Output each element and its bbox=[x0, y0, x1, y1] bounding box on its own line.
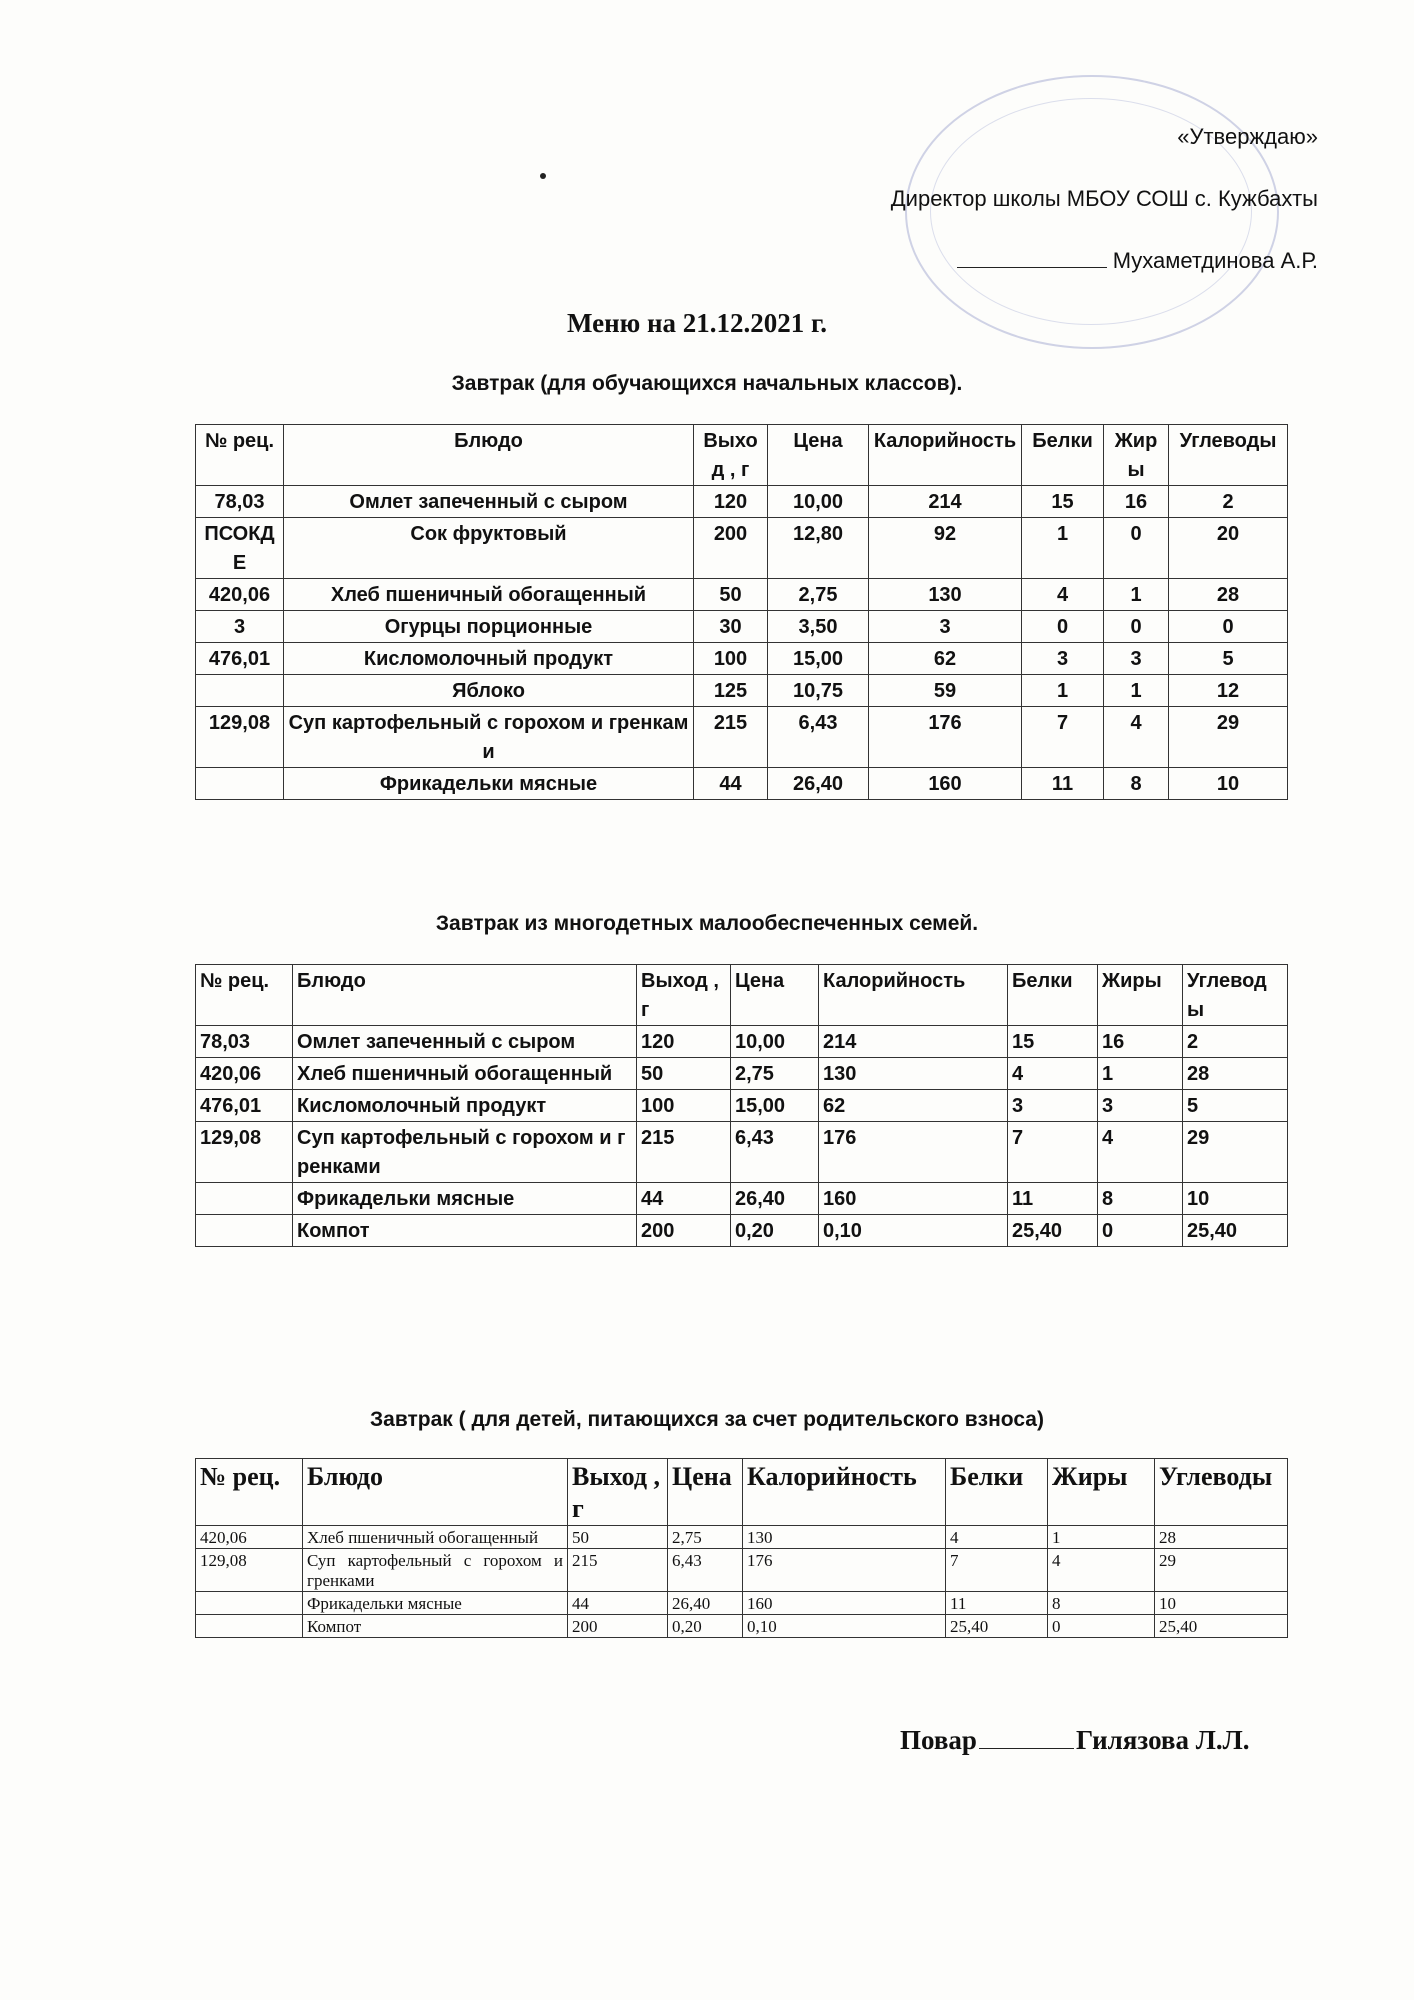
cell-fats: 8 bbox=[1104, 768, 1169, 800]
cook-signature-line bbox=[979, 1747, 1074, 1749]
cell-price: 0,20 bbox=[668, 1615, 743, 1638]
cell-proteins: 3 bbox=[1022, 643, 1104, 675]
cell-price: 2,75 bbox=[731, 1058, 819, 1090]
table-header-row bbox=[196, 965, 1288, 1026]
cell-calories: 59 bbox=[869, 675, 1022, 707]
cell-calories: 214 bbox=[869, 486, 1022, 518]
cell-calories: 92 bbox=[869, 518, 1022, 579]
cell-price: 2,75 bbox=[768, 579, 869, 611]
header-calories: Калорийность bbox=[819, 965, 1008, 1026]
cell-carbs: 10 bbox=[1183, 1183, 1288, 1215]
cell-price: 26,40 bbox=[668, 1592, 743, 1615]
header-recipe-no: № рец. bbox=[196, 425, 284, 486]
cell-yield: 215 bbox=[568, 1549, 668, 1592]
cell-carbs: 12 bbox=[1169, 675, 1288, 707]
approval-position: Директор школы МБОУ СОШ с. Кужбахты bbox=[890, 186, 1318, 211]
cell-carbs: 28 bbox=[1155, 1526, 1288, 1549]
cell-calories: 130 bbox=[819, 1058, 1008, 1090]
cell-dish: Хлеб пшеничный обогащенный bbox=[303, 1526, 568, 1549]
cell-dish: Суп картофельный с горохом и гренками bbox=[303, 1549, 568, 1592]
approval-signature-line bbox=[957, 250, 1318, 272]
table-row bbox=[196, 611, 1288, 643]
cell-proteins: 25,40 bbox=[1008, 1215, 1098, 1247]
cell-dish: Кисломолочный продукт bbox=[293, 1090, 637, 1122]
cell-proteins: 4 bbox=[1022, 579, 1104, 611]
cell-fats: 4 bbox=[1098, 1122, 1183, 1183]
cell-fats: 0 bbox=[1048, 1615, 1155, 1638]
cell-dish: Фрикадельки мясные bbox=[303, 1592, 568, 1615]
cell-dish: Суп картофельный с горохом и гренками bbox=[284, 707, 694, 768]
cell-fats: 16 bbox=[1104, 486, 1169, 518]
table-row bbox=[196, 675, 1288, 707]
header-fats: Жиры bbox=[1048, 1459, 1155, 1526]
menu-table-large-families bbox=[195, 964, 1288, 1247]
cell-price: 26,40 bbox=[731, 1183, 819, 1215]
cell-price: 6,43 bbox=[731, 1122, 819, 1183]
cell-yield: 50 bbox=[694, 579, 768, 611]
cell-yield: 30 bbox=[694, 611, 768, 643]
header-calories: Калорийность bbox=[869, 425, 1022, 486]
cell-fats: 0 bbox=[1098, 1215, 1183, 1247]
cell-yield: 44 bbox=[637, 1183, 731, 1215]
cell-recipe-no: 420,06 bbox=[196, 1526, 303, 1549]
cell-recipe-no: 129,08 bbox=[196, 707, 284, 768]
table-row bbox=[196, 1615, 1288, 1638]
cell-fats: 0 bbox=[1104, 611, 1169, 643]
cell-recipe-no: ПСОКДЕ bbox=[196, 518, 284, 579]
cell-carbs: 29 bbox=[1183, 1122, 1288, 1183]
cell-carbs: 10 bbox=[1169, 768, 1288, 800]
cell-price: 6,43 bbox=[668, 1549, 743, 1592]
cell-fats: 8 bbox=[1098, 1183, 1183, 1215]
cell-calories: 176 bbox=[819, 1122, 1008, 1183]
cell-proteins: 4 bbox=[1008, 1058, 1098, 1090]
table-row bbox=[196, 518, 1288, 579]
table-row bbox=[196, 1183, 1288, 1215]
cell-proteins: 3 bbox=[1008, 1090, 1098, 1122]
cell-recipe-no bbox=[196, 768, 284, 800]
cell-calories: 160 bbox=[743, 1592, 946, 1615]
section1-caption: Завтрак (для обучающихся начальных классов). bbox=[451, 372, 963, 395]
cook-signature bbox=[900, 1725, 1250, 1756]
table-row bbox=[196, 1058, 1288, 1090]
cell-price: 3,50 bbox=[768, 611, 869, 643]
cell-calories: 176 bbox=[869, 707, 1022, 768]
cell-carbs: 29 bbox=[1155, 1549, 1288, 1592]
cook-label: Повар bbox=[900, 1725, 977, 1755]
cell-yield: 125 bbox=[694, 675, 768, 707]
header-yield: Выход , г bbox=[637, 965, 731, 1026]
cell-recipe-no: 420,06 bbox=[196, 1058, 293, 1090]
cell-carbs: 28 bbox=[1183, 1058, 1288, 1090]
header-carbs: Углеводы bbox=[1155, 1459, 1288, 1526]
cell-yield: 200 bbox=[568, 1615, 668, 1638]
cell-price: 15,00 bbox=[731, 1090, 819, 1122]
cell-fats: 4 bbox=[1048, 1549, 1155, 1592]
cell-calories: 0,10 bbox=[819, 1215, 1008, 1247]
cell-yield: 100 bbox=[694, 643, 768, 675]
menu-table-parent-paid bbox=[195, 1458, 1288, 1638]
table-row bbox=[196, 1215, 1288, 1247]
cell-calories: 176 bbox=[743, 1549, 946, 1592]
cell-yield: 50 bbox=[637, 1058, 731, 1090]
cell-proteins: 1 bbox=[1022, 518, 1104, 579]
cell-price: 10,75 bbox=[768, 675, 869, 707]
cell-proteins: 11 bbox=[946, 1592, 1048, 1615]
cell-fats: 4 bbox=[1104, 707, 1169, 768]
cell-yield: 215 bbox=[694, 707, 768, 768]
cell-fats: 1 bbox=[1098, 1058, 1183, 1090]
cell-fats: 1 bbox=[1104, 675, 1169, 707]
cell-yield: 120 bbox=[637, 1026, 731, 1058]
cell-yield: 200 bbox=[637, 1215, 731, 1247]
cell-yield: 215 bbox=[637, 1122, 731, 1183]
header-carbs: Углеводы bbox=[1169, 425, 1288, 486]
cell-recipe-no: 129,08 bbox=[196, 1122, 293, 1183]
cell-calories: 214 bbox=[819, 1026, 1008, 1058]
cell-proteins: 25,40 bbox=[946, 1615, 1048, 1638]
cook-name: Гилязова Л.Л. bbox=[1075, 1725, 1250, 1755]
menu-table-primary bbox=[195, 424, 1288, 800]
cell-recipe-no bbox=[196, 1183, 293, 1215]
page-title: Меню на 21.12.2021 г. bbox=[566, 308, 828, 338]
cell-carbs: 25,40 bbox=[1183, 1215, 1288, 1247]
cell-recipe-no bbox=[196, 675, 284, 707]
section3-caption: Завтрак ( для детей, питающихся за счет родительского взноса) bbox=[370, 1408, 1044, 1431]
header-proteins: Белки bbox=[1008, 965, 1098, 1026]
header-calories: Калорийность bbox=[743, 1459, 946, 1526]
cell-price: 6,43 bbox=[768, 707, 869, 768]
header-recipe-no: № рец. bbox=[196, 965, 293, 1026]
table-row bbox=[196, 1526, 1288, 1549]
table-header-row bbox=[196, 425, 1288, 486]
header-price: Цена bbox=[731, 965, 819, 1026]
cell-calories: 0,10 bbox=[743, 1615, 946, 1638]
cell-carbs: 0 bbox=[1169, 611, 1288, 643]
cell-dish: Сок фруктовый bbox=[284, 518, 694, 579]
cell-calories: 130 bbox=[743, 1526, 946, 1549]
cell-carbs: 25,40 bbox=[1155, 1615, 1288, 1638]
cell-carbs: 2 bbox=[1183, 1026, 1288, 1058]
cell-price: 10,00 bbox=[768, 486, 869, 518]
cell-dish: Омлет запеченный с сыром bbox=[284, 486, 694, 518]
cell-carbs: 29 bbox=[1169, 707, 1288, 768]
header-proteins: Белки bbox=[946, 1459, 1048, 1526]
cell-dish: Хлеб пшеничный обогащенный bbox=[293, 1058, 637, 1090]
cell-yield: 50 bbox=[568, 1526, 668, 1549]
cell-proteins: 7 bbox=[1022, 707, 1104, 768]
cell-proteins: 7 bbox=[946, 1549, 1048, 1592]
cell-yield: 44 bbox=[568, 1592, 668, 1615]
cell-price: 2,75 bbox=[668, 1526, 743, 1549]
cell-calories: 130 bbox=[869, 579, 1022, 611]
cell-calories: 160 bbox=[869, 768, 1022, 800]
cell-price: 15,00 bbox=[768, 643, 869, 675]
cell-fats: 0 bbox=[1104, 518, 1169, 579]
header-dish: Блюдо bbox=[303, 1459, 568, 1526]
cell-proteins: 15 bbox=[1022, 486, 1104, 518]
cell-fats: 1 bbox=[1048, 1526, 1155, 1549]
cell-dish: Кисломолочный продукт bbox=[284, 643, 694, 675]
table-row bbox=[196, 1592, 1288, 1615]
cell-recipe-no: 3 bbox=[196, 611, 284, 643]
cell-recipe-no: 129,08 bbox=[196, 1549, 303, 1592]
cell-carbs: 28 bbox=[1169, 579, 1288, 611]
table-row bbox=[196, 579, 1288, 611]
cell-yield: 44 bbox=[694, 768, 768, 800]
cell-proteins: 1 bbox=[1022, 675, 1104, 707]
director-signature bbox=[957, 266, 1107, 268]
table-row bbox=[196, 1549, 1288, 1592]
cell-yield: 200 bbox=[694, 518, 768, 579]
cell-price: 12,80 bbox=[768, 518, 869, 579]
cell-fats: 1 bbox=[1104, 579, 1169, 611]
cell-proteins: 15 bbox=[1008, 1026, 1098, 1058]
cell-recipe-no: 476,01 bbox=[196, 643, 284, 675]
cell-fats: 8 bbox=[1048, 1592, 1155, 1615]
cell-recipe-no: 476,01 bbox=[196, 1090, 293, 1122]
cell-dish: Компот bbox=[303, 1615, 568, 1638]
header-price: Цена bbox=[668, 1459, 743, 1526]
header-recipe-no: № рец. bbox=[196, 1459, 303, 1526]
cell-dish: Фрикадельки мясные bbox=[293, 1183, 637, 1215]
cell-carbs: 20 bbox=[1169, 518, 1288, 579]
table-row bbox=[196, 643, 1288, 675]
header-dish: Блюдо bbox=[284, 425, 694, 486]
header-price: Цена bbox=[768, 425, 869, 486]
header-yield: Выход , г bbox=[568, 1459, 668, 1526]
table-row bbox=[196, 1122, 1288, 1183]
cell-proteins: 11 bbox=[1008, 1183, 1098, 1215]
cell-recipe-no bbox=[196, 1615, 303, 1638]
cell-calories: 160 bbox=[819, 1183, 1008, 1215]
approval-heading: «Утверждаю» bbox=[1177, 124, 1318, 149]
cell-yield: 100 bbox=[637, 1090, 731, 1122]
cell-dish: Омлет запеченный с сыром bbox=[293, 1026, 637, 1058]
cell-price: 0,20 bbox=[731, 1215, 819, 1247]
table-header-row bbox=[196, 1459, 1288, 1526]
cell-carbs: 5 bbox=[1169, 643, 1288, 675]
cell-yield: 120 bbox=[694, 486, 768, 518]
table-row bbox=[196, 1090, 1288, 1122]
cell-proteins: 11 bbox=[1022, 768, 1104, 800]
cell-proteins: 7 bbox=[1008, 1122, 1098, 1183]
cell-fats: 3 bbox=[1104, 643, 1169, 675]
header-carbs: Углеводы bbox=[1183, 965, 1288, 1026]
cell-price: 10,00 bbox=[731, 1026, 819, 1058]
cell-recipe-no: 420,06 bbox=[196, 579, 284, 611]
cell-calories: 62 bbox=[819, 1090, 1008, 1122]
header-fats: Жиры bbox=[1098, 965, 1183, 1026]
ink-dot bbox=[540, 173, 546, 179]
cell-fats: 16 bbox=[1098, 1026, 1183, 1058]
director-name: Мухаметдинова А.Р. bbox=[1112, 248, 1318, 273]
table-row bbox=[196, 486, 1288, 518]
cell-calories: 3 bbox=[869, 611, 1022, 643]
cell-carbs: 5 bbox=[1183, 1090, 1288, 1122]
cell-carbs: 10 bbox=[1155, 1592, 1288, 1615]
cell-dish: Фрикадельки мясные bbox=[284, 768, 694, 800]
cell-dish: Суп картофельный с горохом и гренками bbox=[293, 1122, 637, 1183]
cell-carbs: 2 bbox=[1169, 486, 1288, 518]
cell-recipe-no bbox=[196, 1215, 293, 1247]
table-row bbox=[196, 768, 1288, 800]
cell-fats: 3 bbox=[1098, 1090, 1183, 1122]
cell-recipe-no bbox=[196, 1592, 303, 1615]
cell-recipe-no: 78,03 bbox=[196, 486, 284, 518]
table-row bbox=[196, 707, 1288, 768]
cell-dish: Компот bbox=[293, 1215, 637, 1247]
cell-dish: Огурцы порционные bbox=[284, 611, 694, 643]
cell-price: 26,40 bbox=[768, 768, 869, 800]
cell-proteins: 0 bbox=[1022, 611, 1104, 643]
header-dish: Блюдо bbox=[293, 965, 637, 1026]
cell-proteins: 4 bbox=[946, 1526, 1048, 1549]
header-proteins: Белки bbox=[1022, 425, 1104, 486]
header-fats: Жиры bbox=[1104, 425, 1169, 486]
section2-caption: Завтрак из многодетных малообеспеченных семей. bbox=[435, 912, 979, 935]
cell-calories: 62 bbox=[869, 643, 1022, 675]
cell-dish: Яблоко bbox=[284, 675, 694, 707]
header-yield: Выход , г bbox=[694, 425, 768, 486]
cell-recipe-no: 78,03 bbox=[196, 1026, 293, 1058]
cell-dish: Хлеб пшеничный обогащенный bbox=[284, 579, 694, 611]
table-row bbox=[196, 1026, 1288, 1058]
